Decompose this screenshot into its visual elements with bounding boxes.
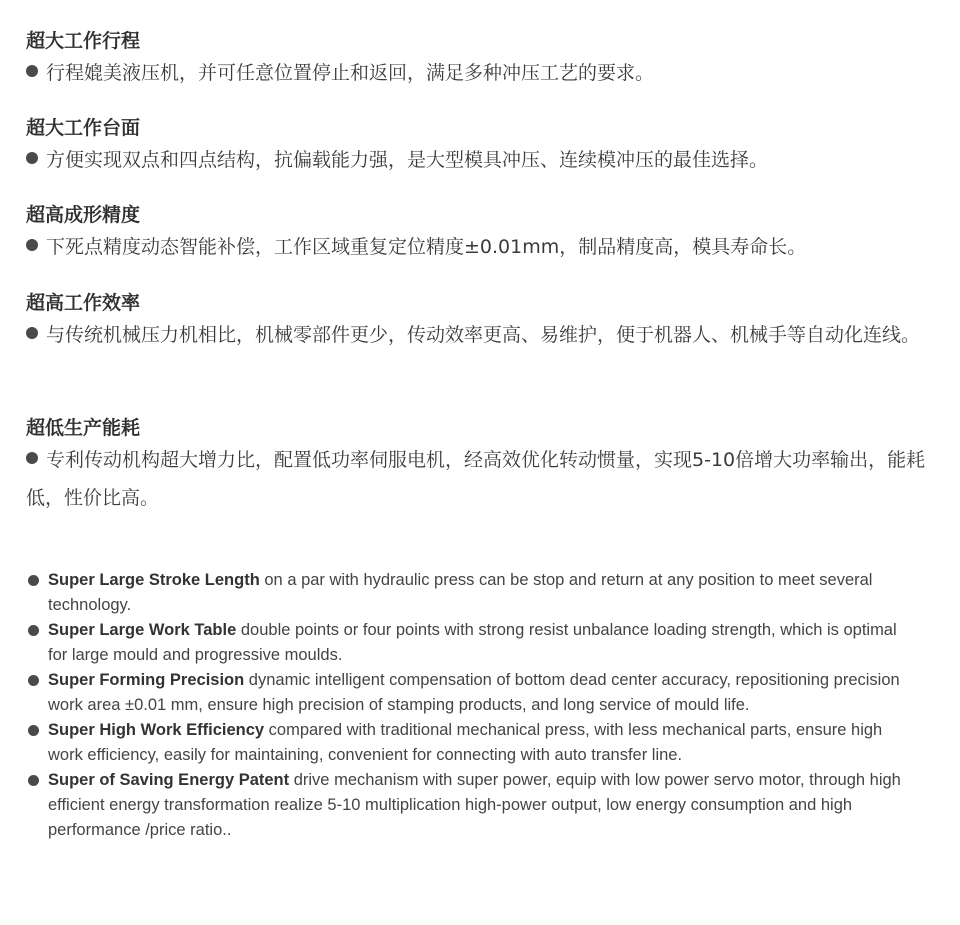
en-feature-list xyxy=(26,568,906,843)
cn-feature-text: 与传统机械压力机相比，机械零部件更少，传动效率更高、易维护，便于机器人、机械手等自动化连线。 xyxy=(46,324,921,346)
en-feature-title: Super Large Stroke Length xyxy=(48,571,260,589)
cn-feature-efficiency xyxy=(26,290,938,354)
en-feature-title: Super Forming Precision xyxy=(48,671,245,689)
bullet-icon xyxy=(26,452,38,464)
cn-feature-text-block xyxy=(26,228,938,266)
en-feature-text: drive mechanism with super power, equip with low power servo motor, through high efficient energy transformation realize 5-10 multiplication high-power output, low energy consumption and high performance /price ratio.. xyxy=(48,771,901,839)
bullet-icon xyxy=(28,675,39,686)
bullet-icon xyxy=(26,239,38,251)
cn-feature-text: 行程媲美液压机，并可任意位置停止和返回，满足多种冲压工艺的要求。 xyxy=(46,62,655,84)
cn-feature-text-block xyxy=(26,441,938,517)
bullet-icon xyxy=(28,575,39,586)
cn-feature-text-block xyxy=(26,316,938,354)
en-feature-title: Super of Saving Energy Patent xyxy=(48,771,290,789)
cn-feature-heading: 超大工作行程 xyxy=(26,30,141,52)
cn-feature-text-block xyxy=(26,54,938,92)
en-feature-title: Super High Work Efficiency xyxy=(48,721,265,739)
bullet-icon xyxy=(26,65,38,77)
cn-feature-energy xyxy=(26,415,938,517)
cn-feature-text-block xyxy=(26,141,938,179)
cn-feature-precision xyxy=(26,202,938,266)
bullet-icon xyxy=(28,775,39,786)
bullet-icon xyxy=(26,327,38,339)
cn-feature-heading: 超大工作台面 xyxy=(26,117,141,139)
cn-feature-heading: 超高工作效率 xyxy=(26,292,141,314)
bullet-icon xyxy=(26,152,38,164)
cn-feature-stroke xyxy=(26,28,938,92)
en-feature-text: dynamic intelligent compensation of bottom dead center accuracy, repositioning precision work area ±0.01 mm, ensure high precision of stamping products, and long service of mould life. xyxy=(48,671,900,714)
en-feature-text: on a par with hydraulic press can be stop and return at any position to meet several technology. xyxy=(48,571,873,614)
en-feature-title: Super Large Work Table xyxy=(48,621,237,639)
en-feature-text: compared with traditional mechanical press, with less mechanical parts, ensure high work efficiency, easily for maintaining, convenient for connecting with auto transfer line. xyxy=(48,721,883,764)
bullet-icon xyxy=(28,625,39,636)
en-feature-item xyxy=(26,568,906,618)
bullet-icon xyxy=(28,725,39,736)
en-feature-text: double points or four points with strong resist unbalance loading strength, which is optimal for large mould and progressive moulds. xyxy=(48,621,897,664)
cn-feature-heading: 超低生产能耗 xyxy=(26,417,141,439)
cn-feature-text: 下死点精度动态智能补偿，工作区域重复定位精度±0.01mm，制品精度高，模具寿命长。 xyxy=(46,236,807,258)
cn-feature-text: 专利传动机构超大增力比，配置低功率伺服电机，经高效优化转动惯量，实现5-10倍增大功率输出，能耗低，性价比高。 xyxy=(26,449,926,509)
cn-feature-text: 方便实现双点和四点结构，抗偏载能力强，是大型模具冲压、连续模冲压的最佳选择。 xyxy=(46,149,769,171)
cn-feature-heading: 超高成形精度 xyxy=(26,204,141,226)
en-feature-item xyxy=(26,768,906,843)
en-feature-item xyxy=(26,618,906,668)
cn-feature-work-table xyxy=(26,115,938,179)
en-feature-item xyxy=(26,718,906,768)
en-feature-item xyxy=(26,668,906,718)
